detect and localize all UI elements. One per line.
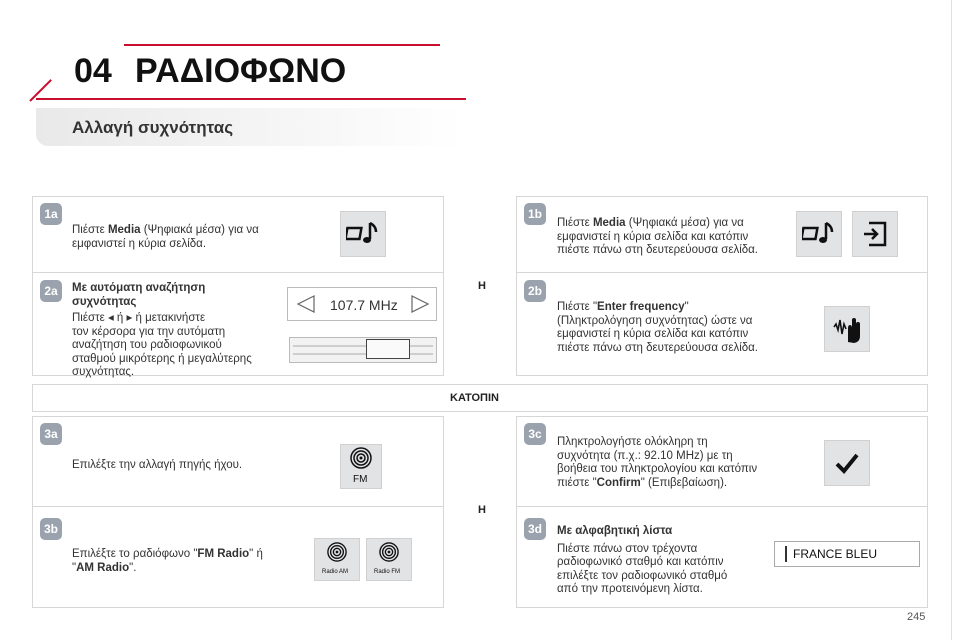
- seek-up-icon[interactable]: [408, 294, 432, 314]
- section-title: Αλλαγή συχνότητας: [72, 118, 234, 137]
- step3c-confirm: Confirm: [596, 476, 641, 489]
- radio-wave-icon: [327, 542, 347, 562]
- media-tile-1a[interactable]: [340, 211, 386, 257]
- step-badge-2a: 2a: [40, 280, 62, 302]
- step3b-l1c: " ή: [249, 548, 263, 560]
- step1b-post: (Ψηφιακά μέσα) για να: [625, 217, 744, 229]
- confirm-tile[interactable]: [824, 440, 870, 486]
- step3d-l4: από την προτεινόμενη λίστα.: [557, 583, 703, 595]
- step3c-l4c: " (Επιβεβαίωση).: [640, 476, 728, 489]
- step-badge-3c: 3c: [524, 423, 546, 445]
- step2a-text: [72, 282, 252, 380]
- step2b-text: [557, 301, 758, 355]
- step3a-text: Επιλέξτε την αλλαγή πηγής ήχου.: [72, 459, 243, 471]
- step3d-l1: Πιέστε πάνω στον τρέχοντα: [557, 542, 698, 555]
- step1b-line2: εμφανιστεί η κύρια σελίδα και κατόπιν: [557, 230, 749, 243]
- step3c-l1: Πληκτρολογήστε ολόκληρη τη: [557, 436, 708, 448]
- step2b-l2: (Πληκτρολόγηση συχνότητας) ώστε να: [557, 314, 753, 327]
- step3d-l3: επιλέξτε τον ραδιοφωνικό σταθμό: [557, 569, 728, 582]
- station-name: FRANCE BLEU: [793, 547, 878, 561]
- header-rule-bottom: [36, 98, 466, 100]
- radio-wave-icon: [379, 542, 399, 562]
- panel-divider-right-bottom: [516, 506, 928, 507]
- fm-tile-label: FM: [353, 474, 368, 485]
- chapter-title: ΡΑΔΙΟΦΩΝΟ: [135, 52, 347, 90]
- step2a-l3: αναζήτηση του ραδιοφωνικού: [72, 339, 222, 351]
- step2a-l5: συχνότητας.: [72, 366, 135, 378]
- step3b-l2a: ": [72, 561, 77, 574]
- step-badge-3d: 3d: [524, 518, 546, 540]
- step2a-l1a: Πιέστε: [72, 312, 108, 324]
- step2b-l4: πιέστε πάνω στη δευτερεύουσα σελίδα.: [557, 341, 758, 354]
- step2b-l3: εμφανιστεί η κύρια σελίδα και κατόπιν: [557, 328, 749, 340]
- checkmark-icon: [834, 450, 860, 476]
- step3b-l2c: ".: [129, 561, 137, 574]
- step1b-media: Media: [592, 217, 626, 229]
- left-arrow-icon: ◂: [107, 312, 114, 324]
- step3d-heading: Με αλφαβητική λίστα: [557, 525, 673, 537]
- step-badge-3a: 3a: [40, 423, 62, 445]
- step3b-am-radio: AM Radio: [76, 561, 130, 574]
- step-badge-1a: 1a: [40, 203, 62, 225]
- text-cursor-icon: [785, 546, 787, 562]
- media-icon: [802, 219, 836, 249]
- step1b-pre: Πιέστε: [557, 217, 593, 229]
- page-number: 245: [907, 611, 926, 623]
- step2a-l1c: ή μετακινήστε: [132, 312, 206, 324]
- then-label: ΚΑΤΟΠΙΝ: [450, 392, 499, 404]
- step3d-l2: ραδιοφωνικό σταθμό και κατόπιν: [557, 556, 724, 568]
- step3b-text: [72, 548, 263, 575]
- radio-wave-icon: [350, 447, 372, 469]
- step2a-heading-1: Με αυτόματη αναζήτηση: [72, 282, 206, 294]
- enter-frequency-tile[interactable]: [824, 306, 870, 352]
- panel-divider-left: [32, 272, 444, 273]
- step3d-text: [557, 525, 727, 597]
- step1a-post: (Ψηφιακά μέσα) για να: [140, 224, 259, 236]
- step-badge-2b: 2b: [524, 280, 546, 302]
- step3b-l1a: Επιλέξτε το ραδιόφωνο ": [72, 548, 198, 560]
- step3c-text: [557, 436, 757, 490]
- step3c-l3: βοήθεια του πληκτρολογίου και κατόπιν: [557, 463, 758, 475]
- step1b-text: [557, 217, 758, 258]
- step1a-pre: Πιέστε: [72, 224, 108, 236]
- side-rule: [951, 0, 952, 640]
- panel-divider-right: [516, 272, 928, 273]
- or-label-bottom: Η: [478, 504, 486, 516]
- secondary-page-icon: [861, 220, 889, 248]
- step1a-media: Media: [107, 224, 141, 236]
- step1a-text: [72, 224, 259, 251]
- header-rule-top: [124, 44, 440, 46]
- step1b-line3: πιέστε πάνω στη δευτερεύουσα σελίδα.: [557, 244, 758, 256]
- frequency-cursor[interactable]: [366, 339, 410, 359]
- scale-ticks: [291, 344, 435, 356]
- secondary-page-tile[interactable]: [852, 211, 898, 257]
- right-arrow-icon: ▸: [126, 312, 133, 324]
- step1a-line2: εμφανιστεί η κύρια σελίδα.: [72, 237, 207, 250]
- media-tile-1b[interactable]: [796, 211, 842, 257]
- radio-fm-label: Radio FM: [374, 569, 401, 575]
- frequency-value: 107.7 MHz: [330, 297, 398, 313]
- step2b-l1a: Πιέστε ": [557, 301, 598, 313]
- hand-wave-icon: [830, 312, 864, 346]
- step3c-l2: συχνότητα (π.χ.: 92.10 MHz) με τη: [557, 449, 733, 462]
- step2a-l1b: ή: [113, 312, 127, 324]
- step2b-l1c: ": [684, 301, 689, 313]
- chapter-number: 04: [74, 52, 112, 90]
- step-badge-3b: 3b: [40, 518, 62, 540]
- or-label-top: Η: [478, 280, 486, 292]
- step-badge-1b: 1b: [524, 203, 546, 225]
- step2a-l4: σταθμού μικρότερης ή μεγαλύτερης: [72, 352, 252, 365]
- step2a-l2: τον κέρσορα για την αυτόματη: [72, 325, 226, 338]
- step2a-heading-2: συχνότητας: [72, 295, 137, 308]
- step3b-fm-radio: FM Radio: [197, 548, 250, 560]
- seek-down-icon[interactable]: [294, 294, 318, 314]
- radio-am-label: Radio AM: [322, 569, 349, 575]
- step2b-enter-frequency: Enter frequency: [597, 301, 685, 313]
- media-icon: [346, 219, 380, 249]
- panel-divider-left-bottom: [32, 506, 444, 507]
- step3c-l4a: πιέστε ": [557, 476, 597, 489]
